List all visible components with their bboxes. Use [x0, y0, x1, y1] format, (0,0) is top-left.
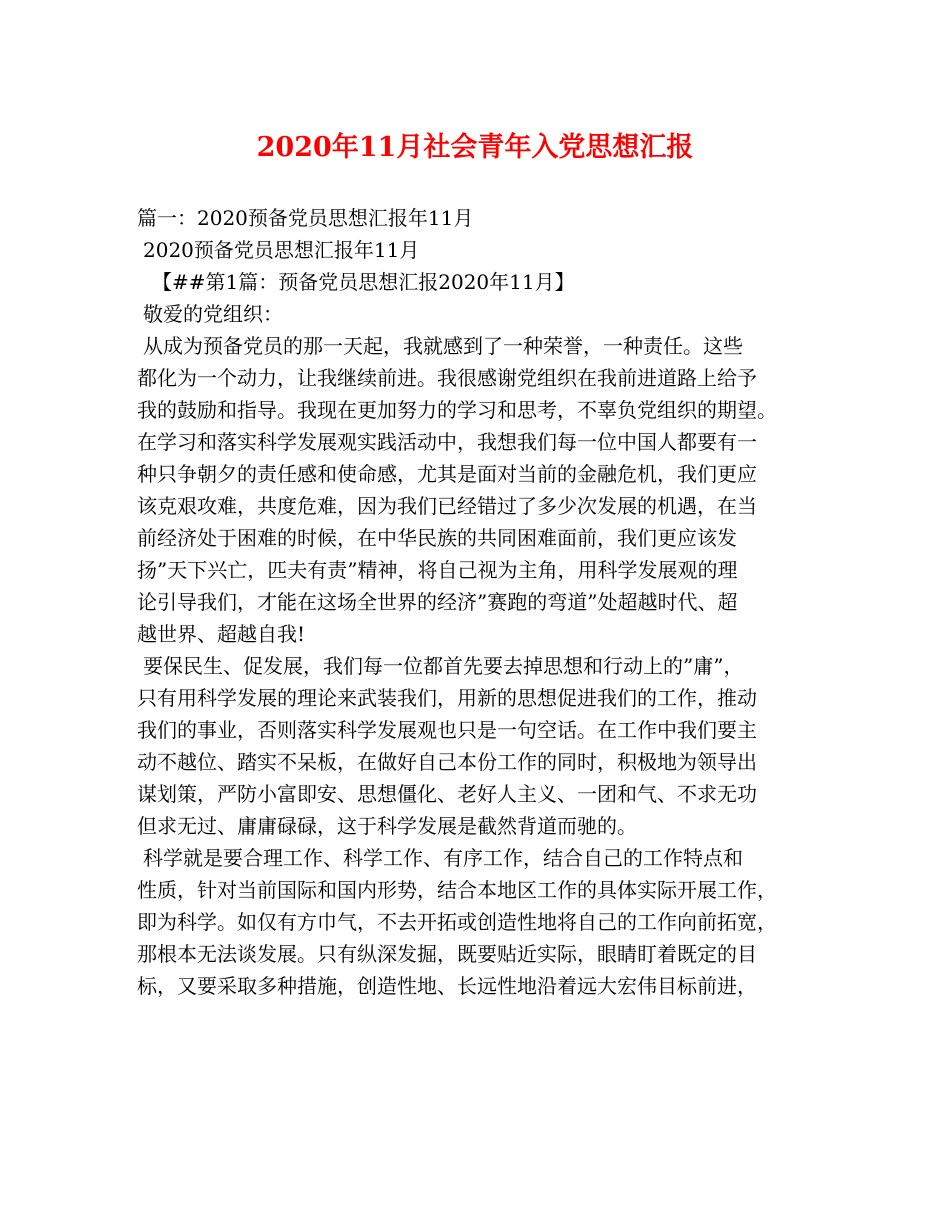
text-line: 我们的事业，否则落实科学发展观也只是一句空话。在工作中我们要主	[137, 718, 757, 742]
text-line: 前经济处于困难的时候，在中华民族的共同困难面前，我们更应该发	[137, 526, 737, 550]
text-line: 越世界、超越自我!	[137, 622, 306, 646]
text-line: 但求无过、庸庸碌碌，这于科学发展是截然背道而驰的。	[137, 814, 637, 838]
text-line: 我的鼓励和指导。我现在更加努力的学习和思考，不辜负党组织的期望。	[137, 398, 777, 422]
text-line: 科学就是要合理工作、科学工作、有序工作，结合自己的工作特点和	[143, 846, 743, 870]
text-line: 在学习和落实科学发展观实践活动中，我想我们每一位中国人都要有一	[137, 430, 757, 454]
text-line: 该克艰攻难，共度危难，因为我们已经错过了多少次发展的机遇，在当	[137, 494, 757, 518]
text-line: 性质，针对当前国际和国内形势，结合本地区工作的具体实际开展工作，	[137, 878, 777, 902]
text-line: 谋划策，严防小富即安、思想僵化、老好人主义、一团和气、不求无功	[137, 782, 757, 806]
text-line: 从成为预备党员的那一天起，我就感到了一种荣誉，一种责任。这些	[143, 334, 743, 358]
article-heading: 【##第1篇：预备党员思想汇报2020年11月】	[152, 270, 575, 294]
subheading: 2020预备党员思想汇报年11月	[143, 238, 420, 262]
document-body	[137, 202, 827, 1002]
text-line: 动不越位、踏实不呆板，在做好自己本份工作的同时，积极地为领导出	[137, 750, 757, 774]
document-title: 2020年11月社会青年入党思想汇报	[256, 132, 694, 163]
text-line: 种只争朝夕的责任感和使命感，尤其是面对当前的金融危机，我们更应	[137, 462, 757, 486]
text-line: 都化为一个动力，让我继续前进。我很感谢党组织在我前进道路上给予	[137, 366, 757, 390]
text-line: 论引导我们，才能在这场全世界的经济”赛跑的弯道”处超越时代、超	[137, 590, 738, 614]
text-line: 标，又要采取多种措施，创造性地、长远性地沿着远大宏伟目标前进，	[137, 974, 757, 998]
text-line: 只有用科学发展的理论来武装我们，用新的思想促进我们的工作，推动	[137, 686, 757, 710]
text-line: 要保民生、促发展，我们每一位都首先要去掉思想和行动上的”庸”，	[143, 654, 744, 678]
section-heading: 篇一：2020预备党员思想汇报年11月	[137, 206, 474, 230]
salutation: 敬爱的党组织：	[143, 302, 283, 326]
text-line: 那根本无法谈发展。只有纵深发掘，既要贴近实际，眼睛盯着既定的目	[137, 942, 757, 966]
text-line: 扬”天下兴亡，匹夫有责”精神，将自己视为主角，用科学发展观的理	[137, 558, 738, 582]
text-line: 即为科学。如仅有方巾气，不去开拓或创造性地将自己的工作向前拓宽，	[137, 910, 777, 934]
